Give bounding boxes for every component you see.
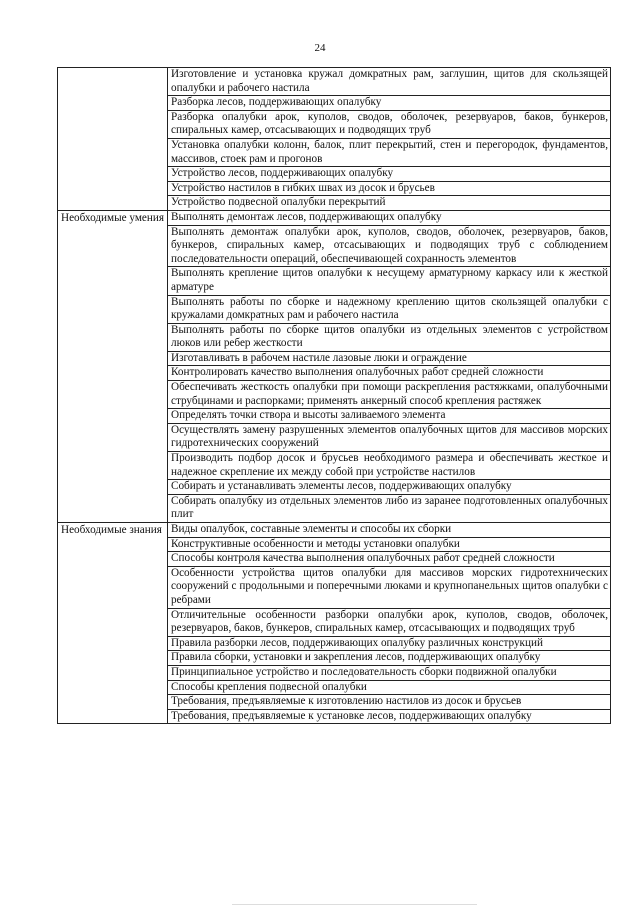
table-item-cell: Правила разборки лесов, поддерживающих опалубку различных конструкций (168, 636, 611, 651)
table-item-cell: Собирать и устанавливать элементы лесов, поддерживающих опалубку (168, 480, 611, 495)
qualification-table (57, 67, 611, 724)
table-item-cell: Устройство лесов, поддерживающих опалубку (168, 167, 611, 182)
table-item-cell: Устройство настилов в гибких швах из досок и брусьев (168, 181, 611, 196)
table-item-cell: Особенности устройства щитов опалубки для массивов морских гидротехнических сооружений с продольными и поперечными люками и крупнопанельных щитов опалубки с ребрами (168, 566, 611, 608)
table-item-cell: Правила сборки, установки и закрепления лесов, поддерживающих опалубку (168, 651, 611, 666)
table-item-cell: Способы крепления подвесной опалубки (168, 680, 611, 695)
table-row (58, 68, 611, 96)
table-item-cell: Установка опалубки колонн, балок, плит перекрытий, стен и перегородок, фундаментов, массивов, стоек рам и прогонов (168, 138, 611, 166)
table-item-cell: Выполнять работы по сборке щитов опалубки из отдельных элементов с устройством люков или ребер жесткости (168, 323, 611, 351)
table-item-cell: Изготовление и установка кружал домкратных рам, заглушин, щитов для скользящей опалубки и рабочего настила (168, 68, 611, 96)
table-item-cell: Виды опалубок, составные элементы и способы их сборки (168, 523, 611, 538)
table-item-cell: Отличительные особенности разборки опалубки арок, куполов, сводов, оболочек, резервуаров, баков, бункеров, спиральных камер, отсасывающих и подводящих труб (168, 608, 611, 636)
table-item-cell: Определять точки створа и высоты заливаемого элемента (168, 409, 611, 424)
table-item-cell: Обеспечивать жесткость опалубки при помощи раскрепления растяжками, опалубочными струбцинами и распорками; применять анкерный способ крепления растяжек (168, 381, 611, 409)
table-item-cell: Выполнять демонтаж опалубки арок, куполов, сводов, оболочек, резервуаров, баков, бункеров, спиральных камер, отсасывающих и подводящих труб с соблюдением последовательности операций, обеспечивающей сохранность элементов (168, 225, 611, 267)
table-item-cell: Устройство подвесной опалубки перекрытий (168, 196, 611, 211)
group-heading-empty (58, 68, 168, 211)
table-item-cell: Выполнять крепление щитов опалубки к несущему арматурному каркасу или к жесткой арматуре (168, 267, 611, 295)
table-item-cell: Производить подбор досок и брусьев необходимого размера и обеспечивать жесткое и надежное скрепление их между собой при устройстве настилов (168, 452, 611, 480)
page-number: 24 (314, 42, 326, 54)
table-item-cell: Конструктивные особенности и методы установки опалубки (168, 537, 611, 552)
table-row (58, 523, 611, 538)
table-item-cell: Разборка опалубки арок, куполов, сводов, оболочек, резервуаров, баков, бункеров, спиральных камер, отсасывающих и подводящих труб (168, 110, 611, 138)
table-item-cell: Принципиальное устройство и последовательность сборки подвижной опалубки (168, 665, 611, 680)
table-item-cell: Контролировать качество выполнения опалубочных работ средней сложности (168, 366, 611, 381)
table-item-cell: Изготавливать в рабочем настиле лазовые люки и ограждение (168, 351, 611, 366)
table-item-cell: Осуществлять замену разрушенных элементов опалубочных щитов для массивов морских гидротехнических сооружений (168, 423, 611, 451)
table-item-cell: Собирать опалубку из отдельных элементов либо из заранее подготовленных опалубочных плит (168, 494, 611, 522)
table-item-cell: Выполнять работы по сборке и надежному креплению щитов скользящей опалубки с кружалами домкратных рам и рабочего настила (168, 295, 611, 323)
table-item-cell: Выполнять демонтаж лесов, поддерживающих опалубку (168, 210, 611, 225)
table-row (58, 210, 611, 225)
group-heading: Необходимые умения (58, 210, 168, 522)
table-item-cell: Требования, предъявляемые к установке лесов, поддерживающих опалубку (168, 709, 611, 724)
group-heading: Необходимые знания (58, 523, 168, 724)
table-item-cell: Требования, предъявляемые к изготовлению настилов из досок и брусьев (168, 695, 611, 710)
table-item-cell: Способы контроля качества выполнения опалубочных работ средней сложности (168, 552, 611, 567)
table-item-cell: Разборка лесов, поддерживающих опалубку (168, 96, 611, 111)
